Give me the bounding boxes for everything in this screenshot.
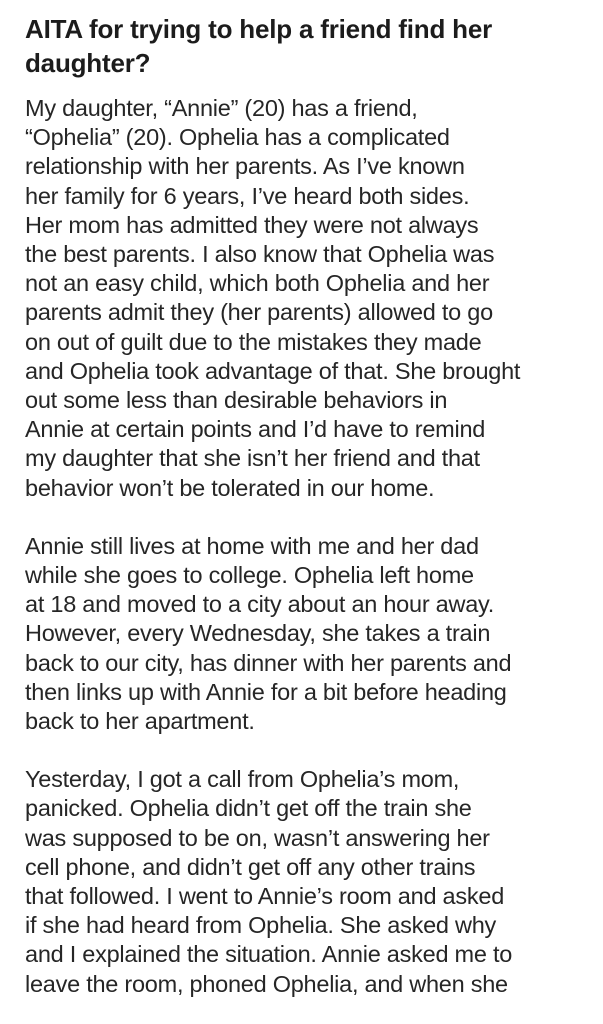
title-line: daughter?	[25, 48, 151, 78]
text-line: on out of guilt due to the mistakes they made	[25, 328, 482, 355]
text-line: “Ophelia” (20). Ophelia has a complicated	[25, 124, 450, 151]
text-line: and I explained the situation. Annie asked me to	[25, 941, 513, 968]
text-line: out some less than desirable behaviors in	[25, 387, 448, 414]
paragraph-1	[25, 94, 590, 503]
text-line: if she had heard from Ophelia. She asked why	[25, 912, 497, 939]
text-line: my daughter that she isn’t her friend and that	[25, 445, 480, 472]
text-line: Annie at certain points and I’d have to remind	[25, 416, 486, 443]
text-line: not an easy child, which both Ophelia and her	[25, 270, 490, 297]
text-line: Her mom has admitted they were not always	[25, 211, 479, 238]
text-line: and Ophelia took advantage of that. She brought	[25, 357, 521, 384]
text-line: back to her apartment.	[25, 708, 255, 735]
text-line: at 18 and moved to a city about an hour away.	[25, 591, 495, 618]
text-line: Annie still lives at home with me and her dad	[25, 532, 479, 559]
text-line: then links up with Annie for a bit before heading	[25, 678, 507, 705]
text-line: was supposed to be on, wasn’t answering her	[25, 824, 490, 851]
post-title	[25, 12, 585, 80]
title-line: AITA for trying to help a friend find her	[25, 14, 493, 44]
text-line: However, every Wednesday, she takes a train	[25, 620, 491, 647]
text-line: parents admit they (her parents) allowed to go	[25, 299, 493, 326]
paragraph-3	[25, 765, 590, 999]
paragraph-2	[25, 532, 590, 736]
text-line: cell phone, and didn’t get off any other trains	[25, 853, 476, 880]
text-line: behavior won’t be tolerated in our home.	[25, 474, 435, 501]
text-line: leave the room, phoned Ophelia, and when she	[25, 970, 508, 997]
post-body	[25, 94, 590, 1024]
text-line: Yesterday, I got a call from Ophelia’s mom,	[25, 766, 460, 793]
text-line: relationship with her parents. As I’ve known	[25, 153, 465, 180]
text-line: that followed. I went to Annie’s room and asked	[25, 883, 505, 910]
text-line: back to our city, has dinner with her parents and	[25, 649, 512, 676]
text-line: her family for 6 years, I’ve heard both sides.	[25, 182, 470, 209]
text-line: while she goes to college. Ophelia left home	[25, 562, 474, 589]
text-line: panicked. Ophelia didn’t get off the train she	[25, 795, 472, 822]
text-line: My daughter, “Annie” (20) has a friend,	[25, 95, 418, 121]
text-line: the best parents. I also know that Ophelia was	[25, 241, 495, 268]
